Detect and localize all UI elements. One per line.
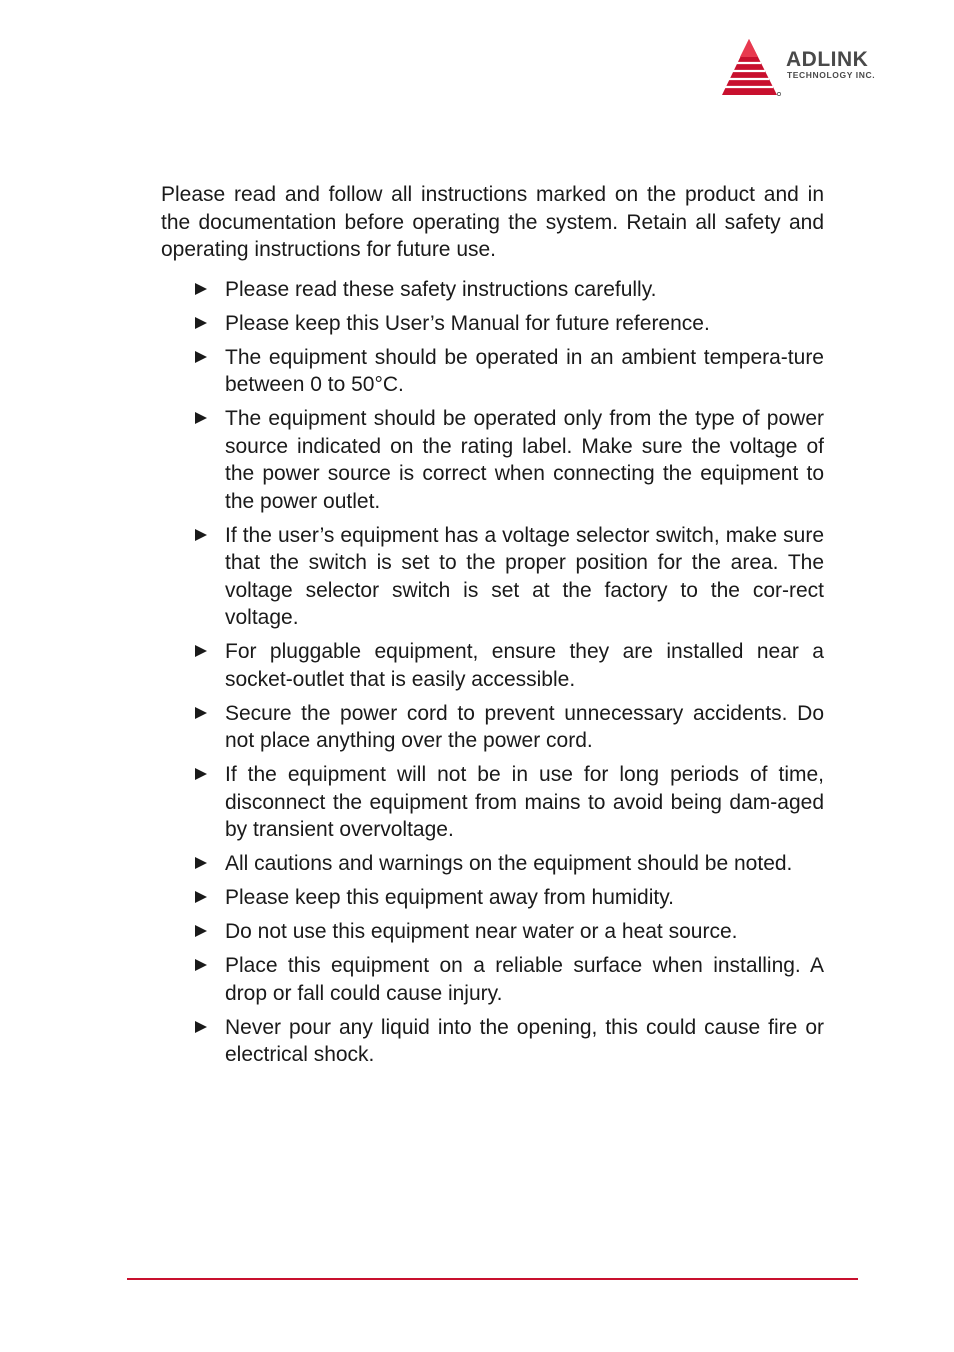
instruction-item (161, 918, 824, 946)
instruction-text: The equipment should be operated in an ambient tempera-ture between 0 to 50°C. (225, 345, 824, 396)
instruction-text: For pluggable equipment, ensure they are installed near a socket-outlet that is easily accessible. (225, 640, 824, 691)
adlink-triangle-logo-icon (720, 38, 782, 98)
triangle-right-bullet-icon (195, 283, 207, 295)
instruction-text: Do not use this equipment near water or a heat source. (225, 920, 738, 943)
instruction-item (161, 638, 824, 693)
instruction-item (161, 850, 824, 878)
instruction-text: The equipment should be operated only from the type of power source indicated on the rating label. Make sure the voltage of the power source is correct when connecting the equipment to the power outlet. (225, 407, 824, 513)
instruction-item (161, 344, 824, 399)
triangle-right-bullet-icon (195, 959, 207, 971)
instruction-text: All cautions and warnings on the equipment should be noted. (225, 852, 793, 875)
instruction-item (161, 1014, 824, 1069)
triangle-right-bullet-icon (195, 317, 207, 329)
triangle-right-bullet-icon (195, 768, 207, 780)
instruction-text: Please keep this equipment away from humidity. (225, 886, 674, 909)
instruction-item (161, 884, 824, 912)
instruction-item (161, 405, 824, 515)
triangle-right-bullet-icon (195, 857, 207, 869)
instruction-text: Please read these safety instructions carefully. (225, 277, 657, 301)
triangle-right-bullet-icon (195, 925, 207, 937)
triangle-right-bullet-icon (195, 891, 207, 903)
triangle-right-bullet-icon (195, 645, 207, 657)
instruction-text: Never pour any liquid into the opening, this could cause fire or electrical shock. (225, 1015, 824, 1066)
instruction-item (161, 310, 824, 338)
instruction-item (161, 522, 824, 632)
logo-wordmark: ADLINK (786, 48, 869, 71)
triangle-right-bullet-icon (195, 529, 207, 541)
instruction-text: Please keep this User’s Manual for future reference. (225, 311, 710, 335)
instruction-text: Secure the power cord to prevent unnecessary accidents. Do not place anything over the power cord. (225, 701, 824, 752)
instruction-list (161, 276, 824, 1069)
intro-paragraph: Please read and follow all instructions marked on the product and in the documentation before operating the system. Retain all safety and operating instructions for future use. (161, 183, 824, 261)
triangle-right-bullet-icon (195, 707, 207, 719)
safety-instructions-section (161, 181, 824, 1075)
instruction-item (161, 761, 824, 844)
triangle-right-bullet-icon (195, 412, 207, 424)
triangle-right-bullet-icon (195, 351, 207, 363)
instruction-item (161, 700, 824, 755)
instruction-item (161, 952, 824, 1007)
triangle-right-bullet-icon (195, 1021, 207, 1033)
logo-subtitle: TECHNOLOGY INC. (787, 70, 876, 80)
instruction-text: Place this equipment on a reliable surface when installing. A drop or fall could cause injury. (225, 954, 824, 1005)
footer-divider (127, 1278, 858, 1280)
adlink-logo (720, 38, 910, 98)
instruction-text: If the equipment will not be in use for long periods of time, disconnect the equipment from mains to avoid being dam-aged by transient overvoltage. (225, 763, 824, 841)
instruction-item (161, 276, 824, 304)
instruction-text: If the user’s equipment has a voltage selector switch, make sure that the switch is set to the proper position for the area. The voltage selector switch is set at the factory to the cor-rect voltage. (225, 523, 824, 629)
